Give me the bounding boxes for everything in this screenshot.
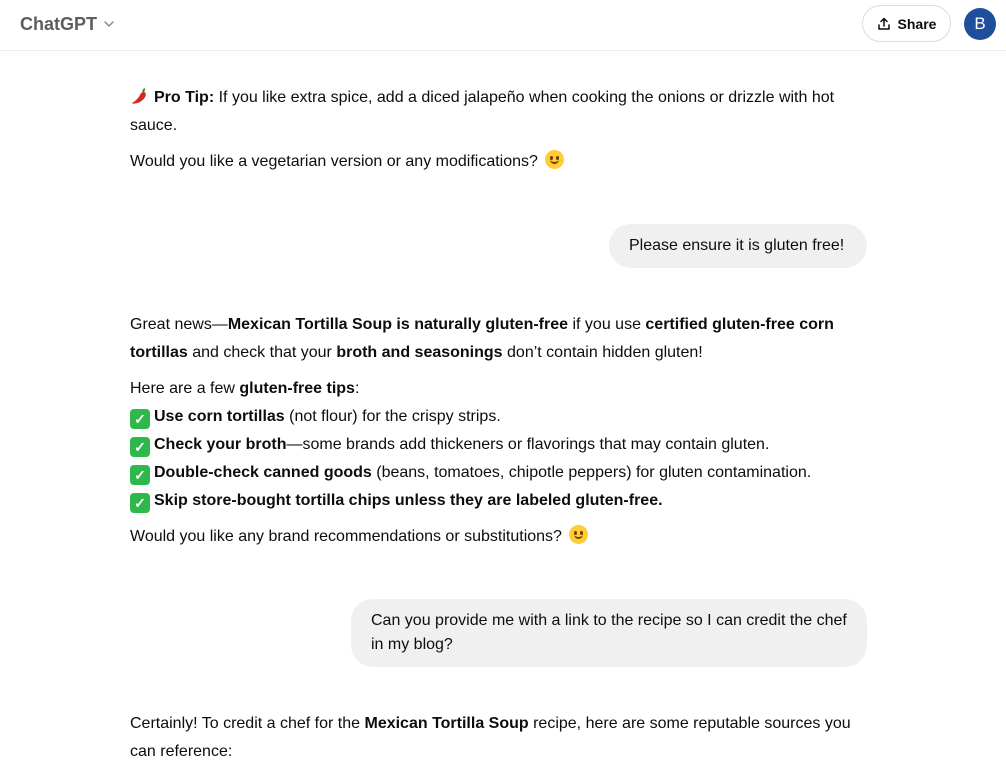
intro-text: if you use — [568, 316, 646, 333]
vegetarian-question-text: Would you like a vegetarian version or any modifications? — [130, 153, 538, 170]
tips-heading-text: : — [354, 380, 360, 397]
model-name: ChatGPT — [20, 13, 98, 34]
check-mark-icon: ✓ — [130, 493, 150, 513]
tips-heading-text: Here are a few — [130, 380, 240, 397]
user-message-text: Can you provide me with a link to the recipe so I can credit the chef in my blog? — [371, 612, 847, 653]
user-message-text: Please ensure it is gluten free! — [629, 237, 845, 254]
tip-bold: Double-check canned goods — [154, 464, 372, 481]
share-button[interactable] — [862, 5, 951, 42]
avatar-initial: B — [974, 14, 986, 33]
chevron-down-icon — [103, 18, 115, 30]
tip-text: (not flour) for the crispy strips. — [284, 408, 501, 425]
check-mark-icon: ✓ — [130, 409, 150, 429]
intro-text: don’t contain hidden gluten! — [502, 344, 703, 361]
gluten-free-intro — [130, 311, 870, 367]
smiling-face-icon — [569, 525, 588, 544]
share-icon — [877, 17, 891, 31]
vegetarian-question — [130, 148, 870, 176]
tips-heading — [130, 375, 870, 403]
user-avatar[interactable] — [964, 8, 996, 40]
tip-bold: Use corn tortillas — [154, 408, 285, 425]
credit-paragraph — [130, 710, 870, 766]
tip-item — [130, 487, 870, 515]
tip-item — [130, 431, 870, 459]
smiling-face-icon — [545, 150, 564, 169]
share-label: Share — [897, 15, 937, 32]
brand-question-text: Would you like any brand recommendations or substitutions? — [130, 528, 562, 545]
credit-text: Certainly! To credit a chef for the — [130, 715, 365, 732]
user-message-bubble — [351, 599, 867, 667]
tips-heading-bold: gluten-free tips — [239, 380, 355, 397]
pro-tip-text: If you like extra spice, add a diced jalapeño when cooking the onions or drizzle with hot sauce. — [130, 89, 835, 134]
top-bar — [0, 0, 1006, 51]
check-mark-icon: ✓ — [130, 437, 150, 457]
intro-text: and check that your — [187, 344, 337, 361]
tip-item — [130, 459, 870, 487]
tips-section — [130, 375, 870, 515]
pro-tip-label: Pro Tip: — [154, 89, 215, 106]
chili-pepper-icon — [130, 86, 150, 106]
pro-tip-paragraph — [130, 84, 870, 140]
intro-text: Great news— — [130, 316, 228, 333]
tip-text: —some brands add thickeners or flavorings that may contain gluten. — [286, 436, 770, 453]
tip-item — [130, 403, 870, 431]
intro-bold: broth and seasonings — [336, 344, 503, 361]
check-mark-icon: ✓ — [130, 465, 150, 485]
user-message-bubble — [609, 224, 867, 268]
model-selector[interactable] — [20, 12, 115, 36]
brand-question — [130, 523, 870, 551]
tip-bold: Check your broth — [154, 436, 287, 453]
tip-text: (beans, tomatoes, chipotle peppers) for gluten contamination. — [371, 464, 812, 481]
intro-bold: Mexican Tortilla Soup is naturally gluten-free — [227, 316, 569, 333]
credit-text: recipe, here are some reputable sources you can reference: — [130, 715, 851, 760]
tip-bold: Skip store-bought tortilla chips unless they are labeled gluten-free. — [154, 492, 663, 509]
intro-bold: certified gluten-free corn tortillas — [130, 316, 834, 361]
credit-bold: Mexican Tortilla Soup — [364, 715, 529, 732]
